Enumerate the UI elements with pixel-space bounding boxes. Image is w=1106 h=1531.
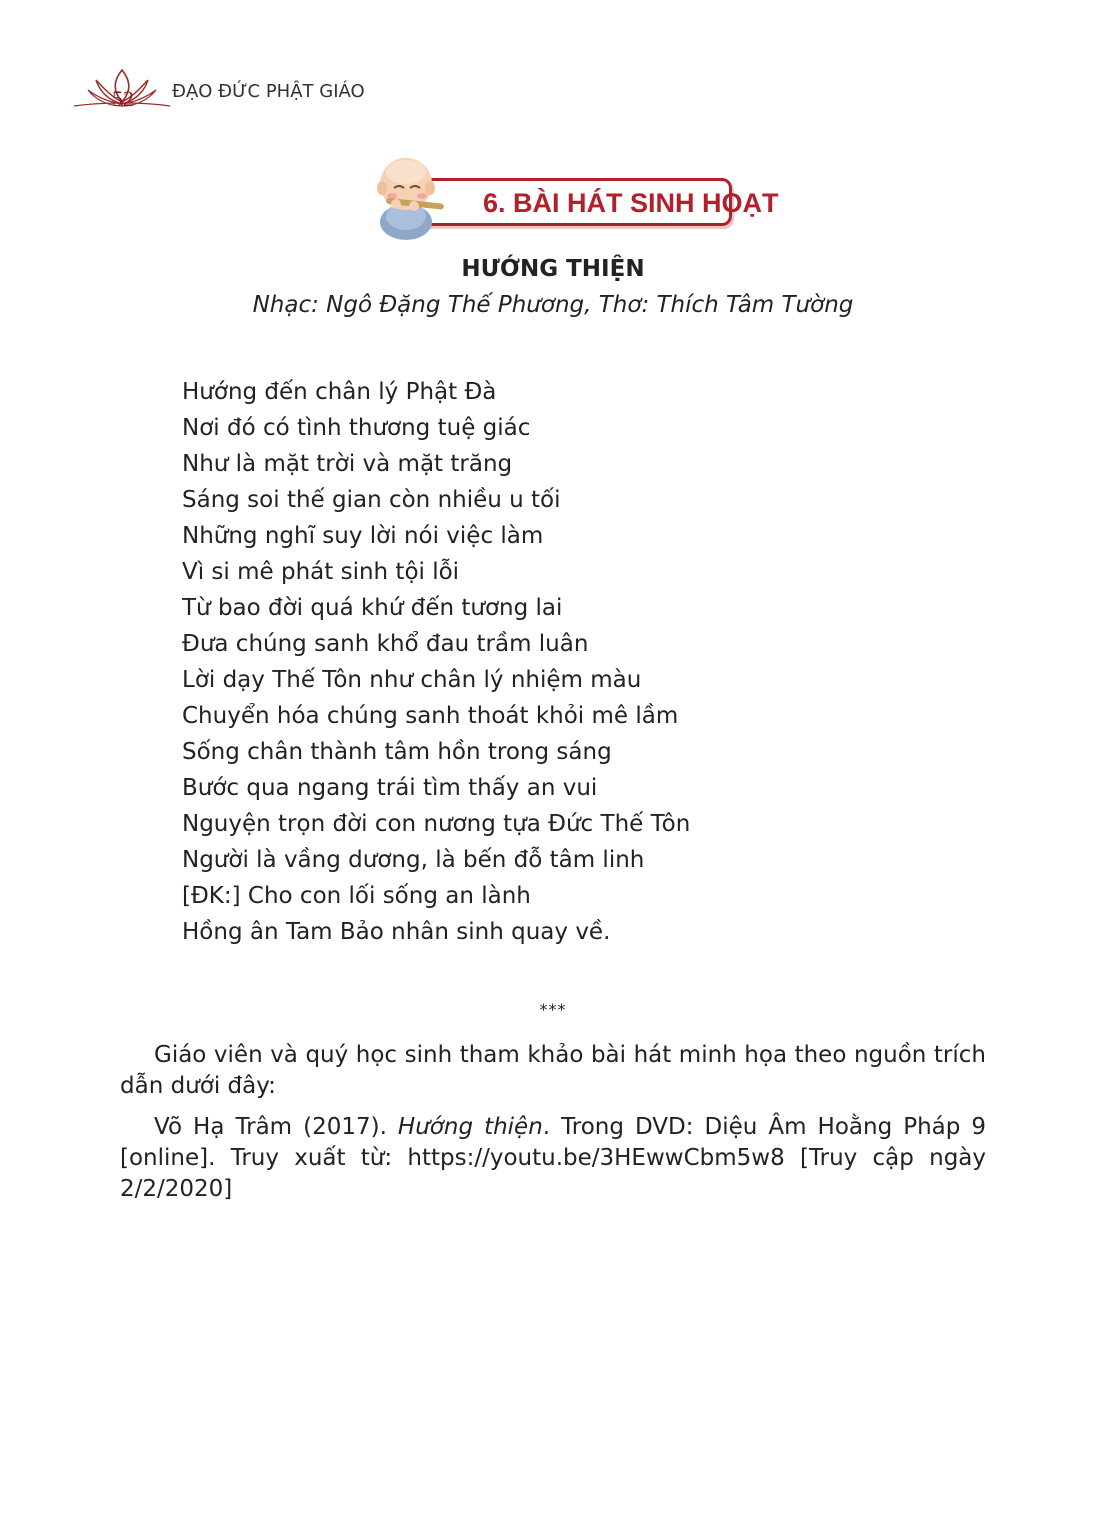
lyric-line: Nơi đó có tình thương tuệ giác — [182, 415, 531, 441]
section-heading-box — [410, 178, 779, 226]
citation-source: . Trong DVD: Diệu Âm Hoằng Pháp 9 [online]. Truy xuất từ: https://youtu.be/3HEwwCbm5w8 [Truy cập ngày 2/2/2020] — [120, 1114, 986, 1202]
lyric-line: Sống chân thành tâm hồn trong sáng — [182, 739, 612, 765]
running-header — [72, 66, 392, 116]
song-title: HƯỚNG THIỆN — [461, 256, 645, 282]
lyrics — [182, 374, 690, 950]
lyric-line: Hồng ân Tam Bảo nhân sinh quay về. — [182, 919, 611, 945]
citation-author-year: Võ Hạ Trâm (2017). — [154, 1114, 398, 1140]
song-credit: Nhạc: Ngô Đặng Thế Phương, Thơ: Thích Tâm Tường — [252, 292, 854, 318]
section-heading: 6. BÀI HÁT SINH HOẠT — [483, 188, 779, 218]
lyric-line: Chuyển hóa chúng sanh thoát khỏi mê lầm — [182, 703, 679, 729]
lyric-line: Người là vầng dương, là bến đỗ tâm linh — [182, 847, 645, 873]
lyric-line: Bước qua ngang trái tìm thấy an vui — [182, 775, 598, 801]
lyric-line: Như là mặt trời và mặt trăng — [182, 451, 513, 477]
lyric-line: [ĐK:] Cho con lối sống an lành — [182, 883, 531, 909]
running-title: ĐẠO ĐỨC PHẬT GIÁO — [172, 81, 365, 102]
lyric-line: Vì si mê phát sinh tội lỗi — [182, 559, 460, 585]
lyric-line: Những nghĩ suy lời nói việc làm — [182, 523, 544, 549]
monk-flute-illustration-icon — [368, 150, 448, 242]
lyric-line: Lời dạy Thế Tôn như chân lý nhiệm màu — [182, 667, 642, 693]
lyric-line: Đưa chúng sanh khổ đau trầm luân — [182, 631, 589, 657]
page-number: 52 — [112, 86, 134, 111]
section-banner — [360, 150, 779, 242]
lyric-line: Nguyện trọn đời con nương tựa Đức Thế Tôn — [182, 811, 691, 837]
reference-citation — [120, 1112, 986, 1205]
lyric-line: Từ bao đời quá khứ đến tương lai — [182, 595, 563, 621]
lyric-line: Sáng soi thế gian còn nhiều u tối — [182, 487, 561, 513]
lyric-line: Hướng đến chân lý Phật Đà — [182, 379, 497, 405]
separator: *** — [539, 1000, 567, 1019]
reference-intro: Giáo viên và quý học sinh tham khảo bài hát minh họa theo nguồn trích dẫn dưới đây: — [120, 1042, 986, 1099]
citation-title: Hướng thiện — [397, 1114, 543, 1140]
